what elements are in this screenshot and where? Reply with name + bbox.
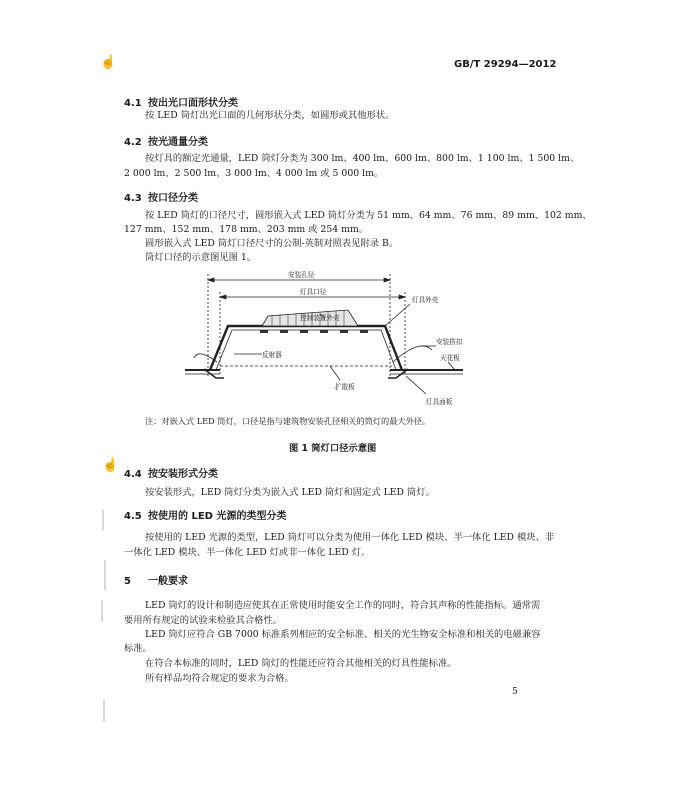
downlight-aperture-diagram — [180, 266, 470, 416]
page-number: 5 — [512, 686, 518, 697]
reflector-label: 反射器 — [262, 351, 282, 359]
section-5-heading — [124, 572, 188, 587]
paragraph-line: LED 筒灯的设计和制造应使其在正常使用时能安全工作的同时，符合其声称的性能指标。通常需 — [145, 600, 541, 611]
diffuser-label: 扩散板 — [335, 383, 355, 391]
standard-number: GB/T 29294—2012 — [454, 59, 557, 70]
margin-smudge — [103, 700, 105, 722]
paragraph: 按 LED 筒灯出光口面的几何形状分类，如圆形或其他形状。 — [145, 110, 395, 121]
section-number: 4.4 — [124, 469, 142, 480]
hand-mark-icon: ☝ — [100, 55, 117, 70]
section-title: 按光通量分类 — [148, 137, 208, 148]
paragraph-line: 按灯具的额定光通量，LED 筒灯分类为 300 lm、400 lm、600 lm、800 lm、1 100 lm、1 500 lm、 — [145, 153, 580, 164]
face-ring-label: 灯具面板 — [426, 398, 453, 406]
figure-caption: 图 1 筒灯口径示意图 — [289, 443, 377, 454]
section-number: 5 — [124, 576, 131, 587]
margin-smudge — [104, 560, 106, 590]
paragraph-line: 按使用的 LED 光源的类型，LED 筒灯可以分类为使用一体化 LED 模块、半一体化 LED 模块、非 — [145, 532, 555, 543]
paragraph: 按安装形式，LED 筒灯分类为嵌入式 LED 筒灯和固定式 LED 筒灯。 — [145, 487, 435, 498]
section-4-5-heading — [124, 507, 286, 522]
section-4-4-heading — [124, 465, 218, 480]
paragraph-line: 圆形嵌入式 LED 筒灯口径尺寸的公制-英制对照表见附录 B。 — [145, 238, 399, 249]
section-number: 4.2 — [124, 137, 142, 148]
section-4-1-heading — [124, 94, 238, 109]
paragraph-line: 一体化 LED 模块、半一体化 LED 灯或非一体化 LED 灯。 — [124, 547, 371, 558]
paragraph-line: 2 000 lm、2 500 lm、3 000 lm、4 000 lm 或 5 000 lm。 — [124, 168, 384, 179]
paragraph-line: 按 LED 筒灯的口径尺寸，圆形嵌入式 LED 筒灯分类为 51 mm、64 mm、76 mm、89 mm、102 mm、 — [145, 210, 592, 221]
section-title: 按出光口面形状分类 — [148, 98, 238, 109]
aperture-label: 灯具口径 — [300, 288, 327, 296]
paragraph-line: 要用所有规定的试验来检验其合格性。 — [124, 615, 283, 626]
margin-smudge — [102, 510, 104, 530]
section-title: 一般要求 — [148, 576, 188, 587]
section-title: 按使用的 LED 光源的类型分类 — [148, 511, 287, 522]
section-title: 按口径分类 — [148, 193, 198, 204]
section-4-2-heading — [124, 133, 208, 148]
section-4-3-heading — [124, 189, 198, 204]
paragraph-line: 所有样品均符合规定的要求为合格。 — [145, 673, 294, 684]
hand-mark-icon: ☝ — [102, 458, 119, 473]
mount-bracket-label: 安装搭扣 — [436, 338, 463, 346]
control-device-label: 控制装置外壳 — [300, 314, 340, 322]
paragraph-line: 筒灯口径的示意图见图 1。 — [145, 252, 257, 263]
paragraph-line: 在符合本标准的同时，LED 筒灯的性能还应符合其他相关的灯具性能标准。 — [145, 658, 457, 669]
section-number: 4.1 — [124, 98, 142, 109]
section-title: 按安装形式分类 — [148, 469, 218, 480]
install-size-label: 安装孔径 — [288, 271, 315, 279]
paragraph-line: 标准。 — [124, 643, 152, 654]
margin-smudge — [101, 600, 103, 622]
paragraph-line: 127 mm、152 mm、178 mm、203 mm 或 254 mm。 — [124, 224, 369, 235]
figure-note: 注：对嵌入式 LED 筒灯，口径是指与建筑物安装孔径相关的筒灯的最大外径。 — [145, 416, 431, 426]
section-number: 4.5 — [124, 511, 142, 522]
housing-label: 灯具外壳 — [412, 296, 439, 304]
section-number: 4.3 — [124, 193, 142, 204]
ceiling-label: 天花板 — [440, 354, 460, 362]
paragraph-line: LED 筒灯应符合 GB 7000 标准系列相应的安全标准、相关的光生物安全标准和相关的电磁兼容 — [145, 629, 541, 640]
